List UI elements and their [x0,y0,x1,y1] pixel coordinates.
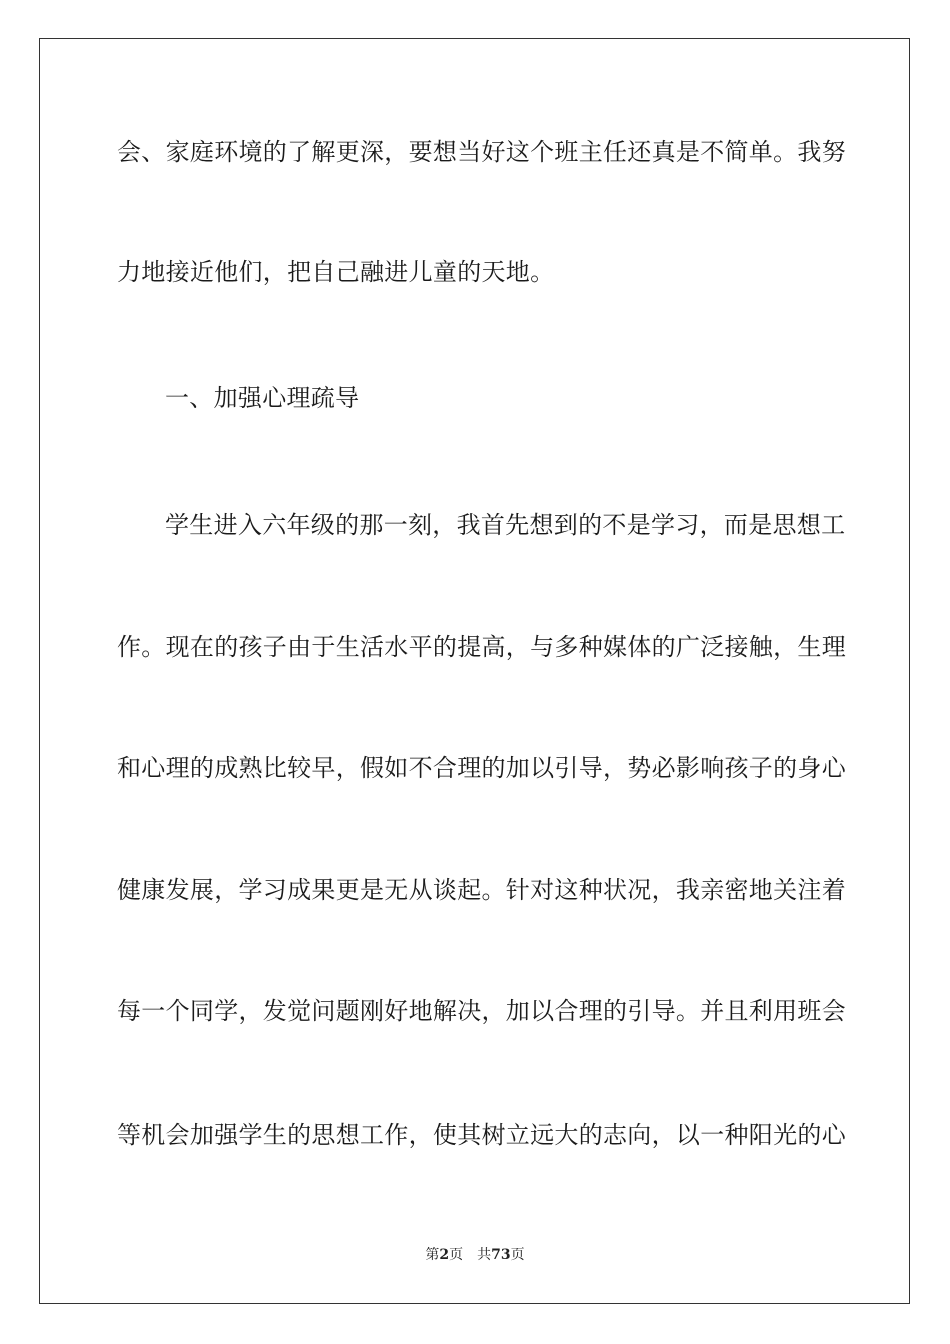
body-line-8: 等机会加强学生的思想工作，使其树立远大的志向，以一种阳光的心 [117,1121,846,1149]
page-footer [0,1245,950,1265]
page-prefix: 第 [425,1247,440,1263]
page-number: 2 [439,1247,450,1263]
body-line-1: 会、家庭环境的了解更深，要想当好这个班主任还真是不简单。我努 [117,138,846,166]
body-line-4: 作。现在的孩子由于生活水平的提高，与多种媒体的广泛接触，生理 [117,633,846,661]
total-suffix: 页 [510,1247,525,1263]
body-line-7: 每一个同学，发觉问题刚好地解决，加以合理的引导。并且利用班会 [117,997,846,1025]
page-border [39,38,910,1304]
page-suffix: 页 [449,1247,464,1263]
body-line-3: 学生进入六年级的那一刻，我首先想到的不是学习，而是思想工 [165,511,846,539]
body-line-2: 力地接近他们，把自己融进儿童的天地。 [117,258,555,286]
body-line-5: 和心理的成熟比较早，假如不合理的加以引导，势必影响孩子的身心 [117,754,846,782]
body-line-6: 健康发展，学习成果更是无从谈起。针对这种状况，我亲密地关注着 [117,876,846,904]
section-heading: 一、加强心理疏导 [165,384,360,412]
total-pages: 73 [491,1247,511,1263]
total-prefix: 共 [477,1247,492,1263]
